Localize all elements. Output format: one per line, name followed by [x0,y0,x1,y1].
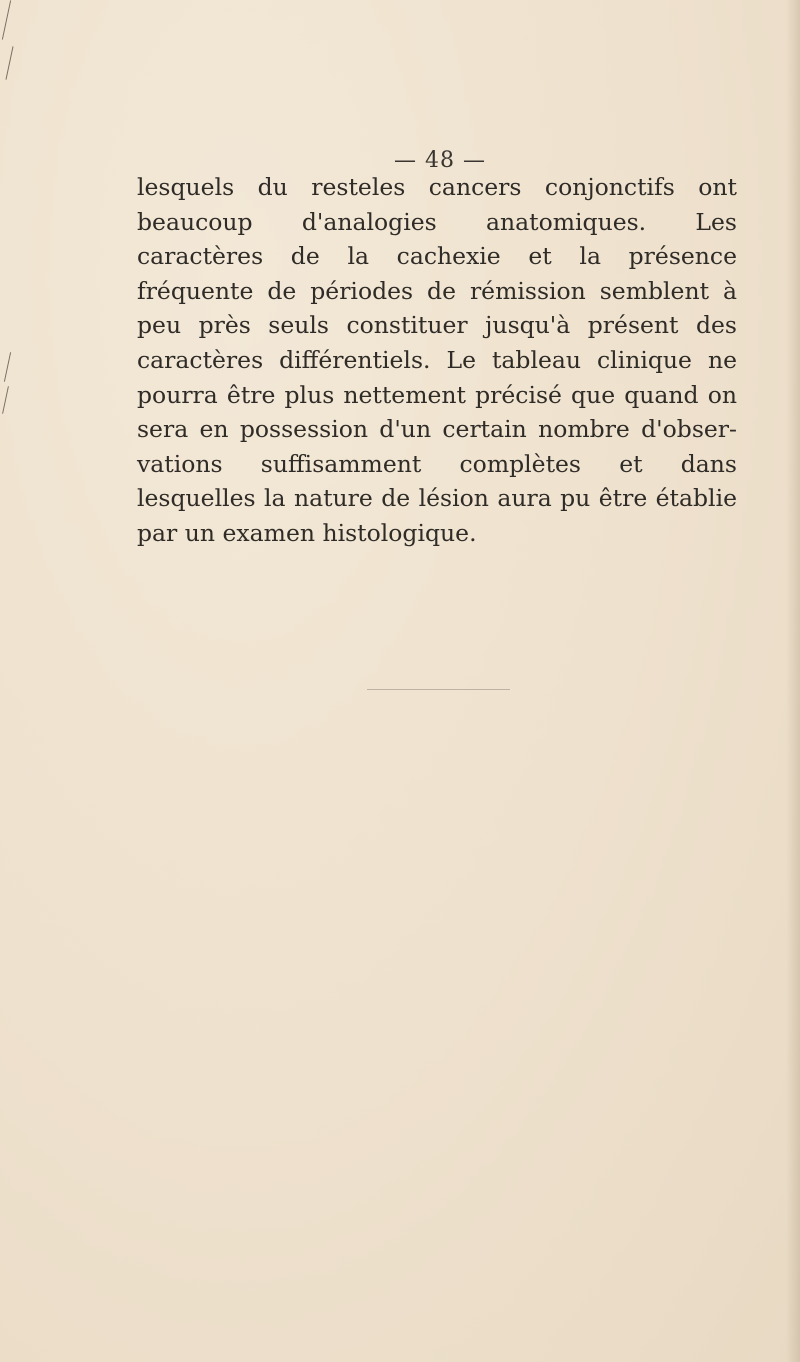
page-number: — 48 — [394,148,486,173]
page-edge-marks [0,0,18,420]
page-edge-shadow [786,0,800,1362]
body-paragraph: lesquels du resteles cancers conjonctifs ont beaucoup d'analogies anatomiques. Les caractères de la cachexie et la présence fréquente de périodes de rémission semblent à peu près seuls constituer jusqu'à présent des caractères différentiels. Le tableau clinique ne pourra être plus nettement précisé que quand on sera en possession d'un certain nombre d'observations suffisamment complètes et dans lesquelles la nature de lésion aura pu être établie par un examen histologique. [137,173,737,547]
section-divider [367,689,510,690]
